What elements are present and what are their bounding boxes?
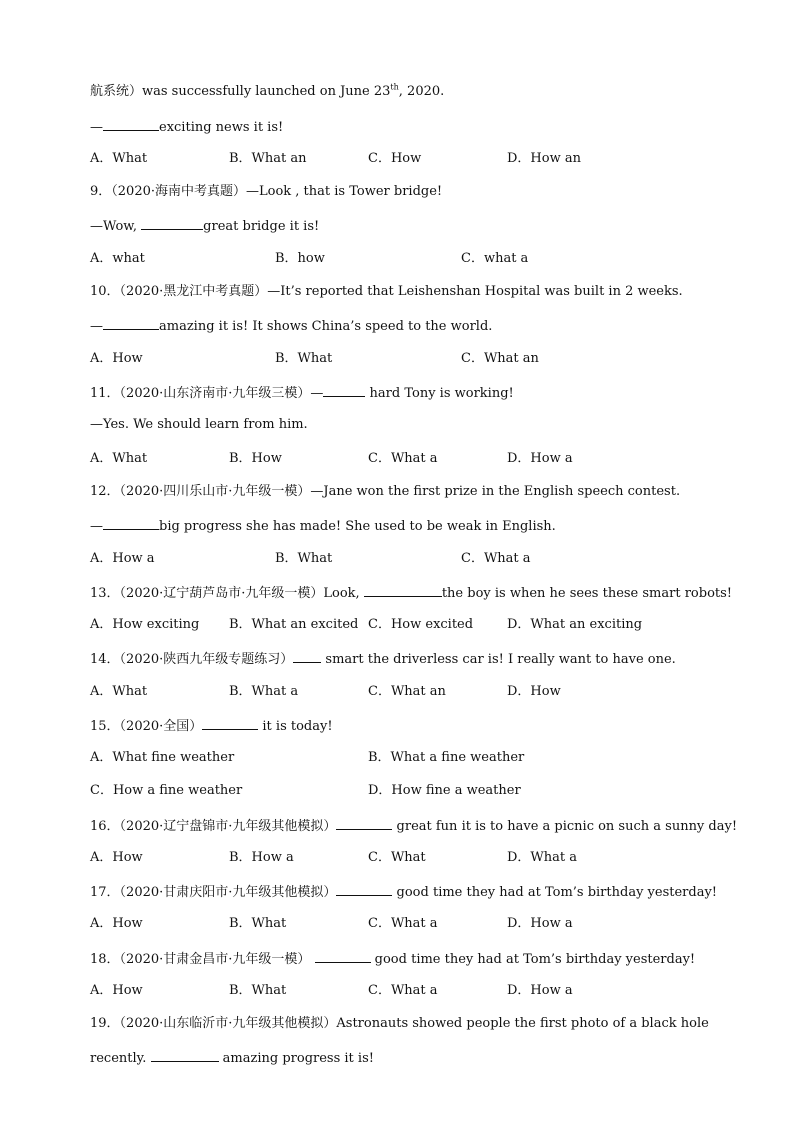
- q11-stem: [90, 384, 514, 402]
- q10-stem: [90, 284, 683, 300]
- q8-option-c[interactable]: C．How: [368, 151, 422, 166]
- q18-option-d[interactable]: D．How a: [507, 983, 573, 998]
- q10-option-b[interactable]: B．What: [275, 351, 333, 366]
- q15-number: 15．: [90, 719, 120, 734]
- q15-stem-text: （2020·全国）: [119, 719, 203, 734]
- q18-number: 18．: [90, 952, 120, 967]
- q11-reply: —Yes. We should learn from him.: [90, 417, 308, 432]
- q19-number: 19．: [90, 1016, 120, 1031]
- q11-stem-suffix: hard Tony is working!: [365, 386, 514, 401]
- q10-option-a[interactable]: A．How: [90, 351, 143, 366]
- q12-option-a[interactable]: A．How a: [90, 551, 155, 566]
- q10-stem-text: （2020·黑龙江中考真题）—It’s reported that Leishenshan Hospital was built in 2 weeks.: [119, 284, 683, 299]
- q14-stem-text: （2020·陕西九年级专题练习）: [119, 652, 294, 667]
- q10-blank[interactable]: [103, 317, 159, 330]
- q17-option-a[interactable]: A．How: [90, 916, 143, 931]
- q19-stem: [90, 1016, 709, 1032]
- q15-option-d[interactable]: D．How fine a weather: [368, 783, 521, 798]
- q9-option-c[interactable]: C．what a: [461, 251, 529, 266]
- q12-option-c[interactable]: C．What a: [461, 551, 531, 566]
- q8-answer-line: [90, 118, 283, 136]
- q10-answer-line: [90, 317, 492, 335]
- q14-option-d[interactable]: D．How: [507, 684, 561, 699]
- q11-option-a[interactable]: A．What: [90, 451, 148, 466]
- q17-option-b[interactable]: B．What: [229, 916, 287, 931]
- q8-option-d[interactable]: D．How an: [507, 151, 581, 166]
- q18-stem: [90, 950, 695, 968]
- q9-stem: [90, 184, 442, 200]
- q19-blank[interactable]: [151, 1049, 219, 1062]
- q11-number: 11．: [90, 386, 120, 401]
- q10-option-c[interactable]: C．What an: [461, 351, 539, 366]
- q14-stem-suffix: smart the driverless car is! I really want to have one.: [321, 652, 676, 667]
- q13-option-b[interactable]: B．What an excited: [229, 617, 359, 632]
- q8-blank[interactable]: [103, 118, 159, 131]
- q17-option-c[interactable]: C．What a: [368, 916, 438, 931]
- q18-blank[interactable]: [315, 950, 371, 963]
- q13-number: 13．: [90, 586, 120, 601]
- q13-stem: [90, 584, 732, 602]
- q16-blank[interactable]: [336, 817, 392, 830]
- q9-answer-line: [90, 217, 319, 235]
- q9-number: 9．: [90, 184, 112, 199]
- q8-dash: —: [90, 120, 103, 135]
- q17-stem: [90, 883, 717, 901]
- q10-dash: —: [90, 319, 103, 334]
- q9-option-a[interactable]: A．what: [90, 251, 145, 266]
- q8-stem-continuation: [90, 84, 444, 100]
- q12-answer-line: [90, 517, 556, 535]
- q12-option-b[interactable]: B．What: [275, 551, 333, 566]
- q16-option-b[interactable]: B．How a: [229, 850, 294, 865]
- q12-answer-text: big progress she has made! She used to be weak in English.: [159, 519, 556, 534]
- q9-blank[interactable]: [141, 217, 203, 230]
- q19-stem-text: （2020·山东临沂市·九年级其他模拟）Astronauts showed people the first photo of a black hole: [119, 1016, 709, 1031]
- q18-option-b[interactable]: B．What: [229, 983, 287, 998]
- q9-stem-text: （2020·海南中考真题）—Look , that is Tower bridge!: [111, 184, 443, 199]
- q12-stem-text: （2020·四川乐山市·九年级一模）—Jane won the first prize in the English speech contest.: [119, 484, 681, 499]
- q16-option-a[interactable]: A．How: [90, 850, 143, 865]
- q10-number: 10．: [90, 284, 120, 299]
- q11-option-d[interactable]: D．How a: [507, 451, 573, 466]
- q14-option-a[interactable]: A．What: [90, 684, 148, 699]
- q15-blank[interactable]: [202, 717, 258, 730]
- q17-number: 17．: [90, 885, 120, 900]
- q16-stem-text: （2020·辽宁盘锦市·九年级其他模拟）: [119, 819, 337, 834]
- q13-option-c[interactable]: C．How excited: [368, 617, 474, 632]
- q11-option-b[interactable]: B．How: [229, 451, 282, 466]
- q15-stem: [90, 717, 333, 735]
- q15-option-c[interactable]: C．How a fine weather: [90, 783, 243, 798]
- q18-stem-suffix: good time they had at Tom’s birthday yesterday!: [370, 952, 696, 967]
- q15-option-a[interactable]: A．What fine weather: [90, 750, 235, 765]
- q11-stem-text: （2020·山东济南市·九年级三模）—: [119, 386, 324, 401]
- q19-answer-prefix: recently.: [90, 1051, 151, 1066]
- q8-option-b[interactable]: B．What an: [229, 151, 307, 166]
- q13-blank[interactable]: [364, 584, 442, 597]
- q18-option-c[interactable]: C．What a: [368, 983, 438, 998]
- q16-number: 16．: [90, 819, 120, 834]
- q13-stem-text: （2020·辽宁葫芦岛市·九年级一模）Look,: [119, 586, 364, 601]
- q14-number: 14．: [90, 652, 120, 667]
- q8-answer-text: exciting news it is!: [159, 120, 284, 135]
- q9-answer-text: great bridge it is!: [203, 219, 320, 234]
- q14-option-b[interactable]: B．What a: [229, 684, 299, 699]
- q12-blank[interactable]: [103, 517, 159, 530]
- q19-answer-line: [90, 1049, 374, 1067]
- q9-answer-prefix: —Wow,: [90, 219, 142, 234]
- q15-stem-suffix: it is today!: [258, 719, 333, 734]
- q17-stem-text: （2020·甘肃庆阳市·九年级其他模拟）: [119, 885, 337, 900]
- q17-option-d[interactable]: D．How a: [507, 916, 573, 931]
- q8-option-a[interactable]: A．What: [90, 151, 148, 166]
- q8-superscript: th: [390, 82, 399, 92]
- q18-stem-text: （2020·甘肃金昌市·九年级一模）: [119, 952, 315, 967]
- q17-stem-suffix: good time they had at Tom’s birthday yesterday!: [392, 885, 718, 900]
- q12-stem: [90, 484, 680, 500]
- q19-answer-text: amazing progress it is!: [218, 1051, 374, 1066]
- q16-stem-suffix: great fun it is to have a picnic on such a sunny day!: [392, 819, 738, 834]
- q11-blank[interactable]: [323, 384, 365, 397]
- q8-stem-text: 航系统）was successfully launched on June 23: [90, 84, 391, 99]
- q12-number: 12．: [90, 484, 120, 499]
- q18-option-a[interactable]: A．How: [90, 983, 143, 998]
- q14-option-c[interactable]: C．What an: [368, 684, 446, 699]
- q14-stem: [90, 650, 676, 668]
- q14-blank[interactable]: [293, 650, 321, 663]
- q16-option-d[interactable]: D．What a: [507, 850, 578, 865]
- q13-option-d[interactable]: D．What an exciting: [507, 617, 643, 632]
- q16-stem: [90, 817, 737, 835]
- q10-answer-text: amazing it is! It shows China’s speed to the world.: [159, 319, 493, 334]
- q17-blank[interactable]: [336, 883, 392, 896]
- q11-option-c[interactable]: C．What a: [368, 451, 438, 466]
- q15-option-b[interactable]: B．What a fine weather: [368, 750, 525, 765]
- q12-dash: —: [90, 519, 103, 534]
- q9-option-b[interactable]: B．how: [275, 251, 325, 266]
- q16-option-c[interactable]: C．What: [368, 850, 426, 865]
- q8-stem-suffix: , 2020.: [398, 84, 445, 99]
- q13-option-a[interactable]: A．How exciting: [90, 617, 200, 632]
- q13-stem-suffix: the boy is when he sees these smart robots!: [441, 586, 733, 601]
